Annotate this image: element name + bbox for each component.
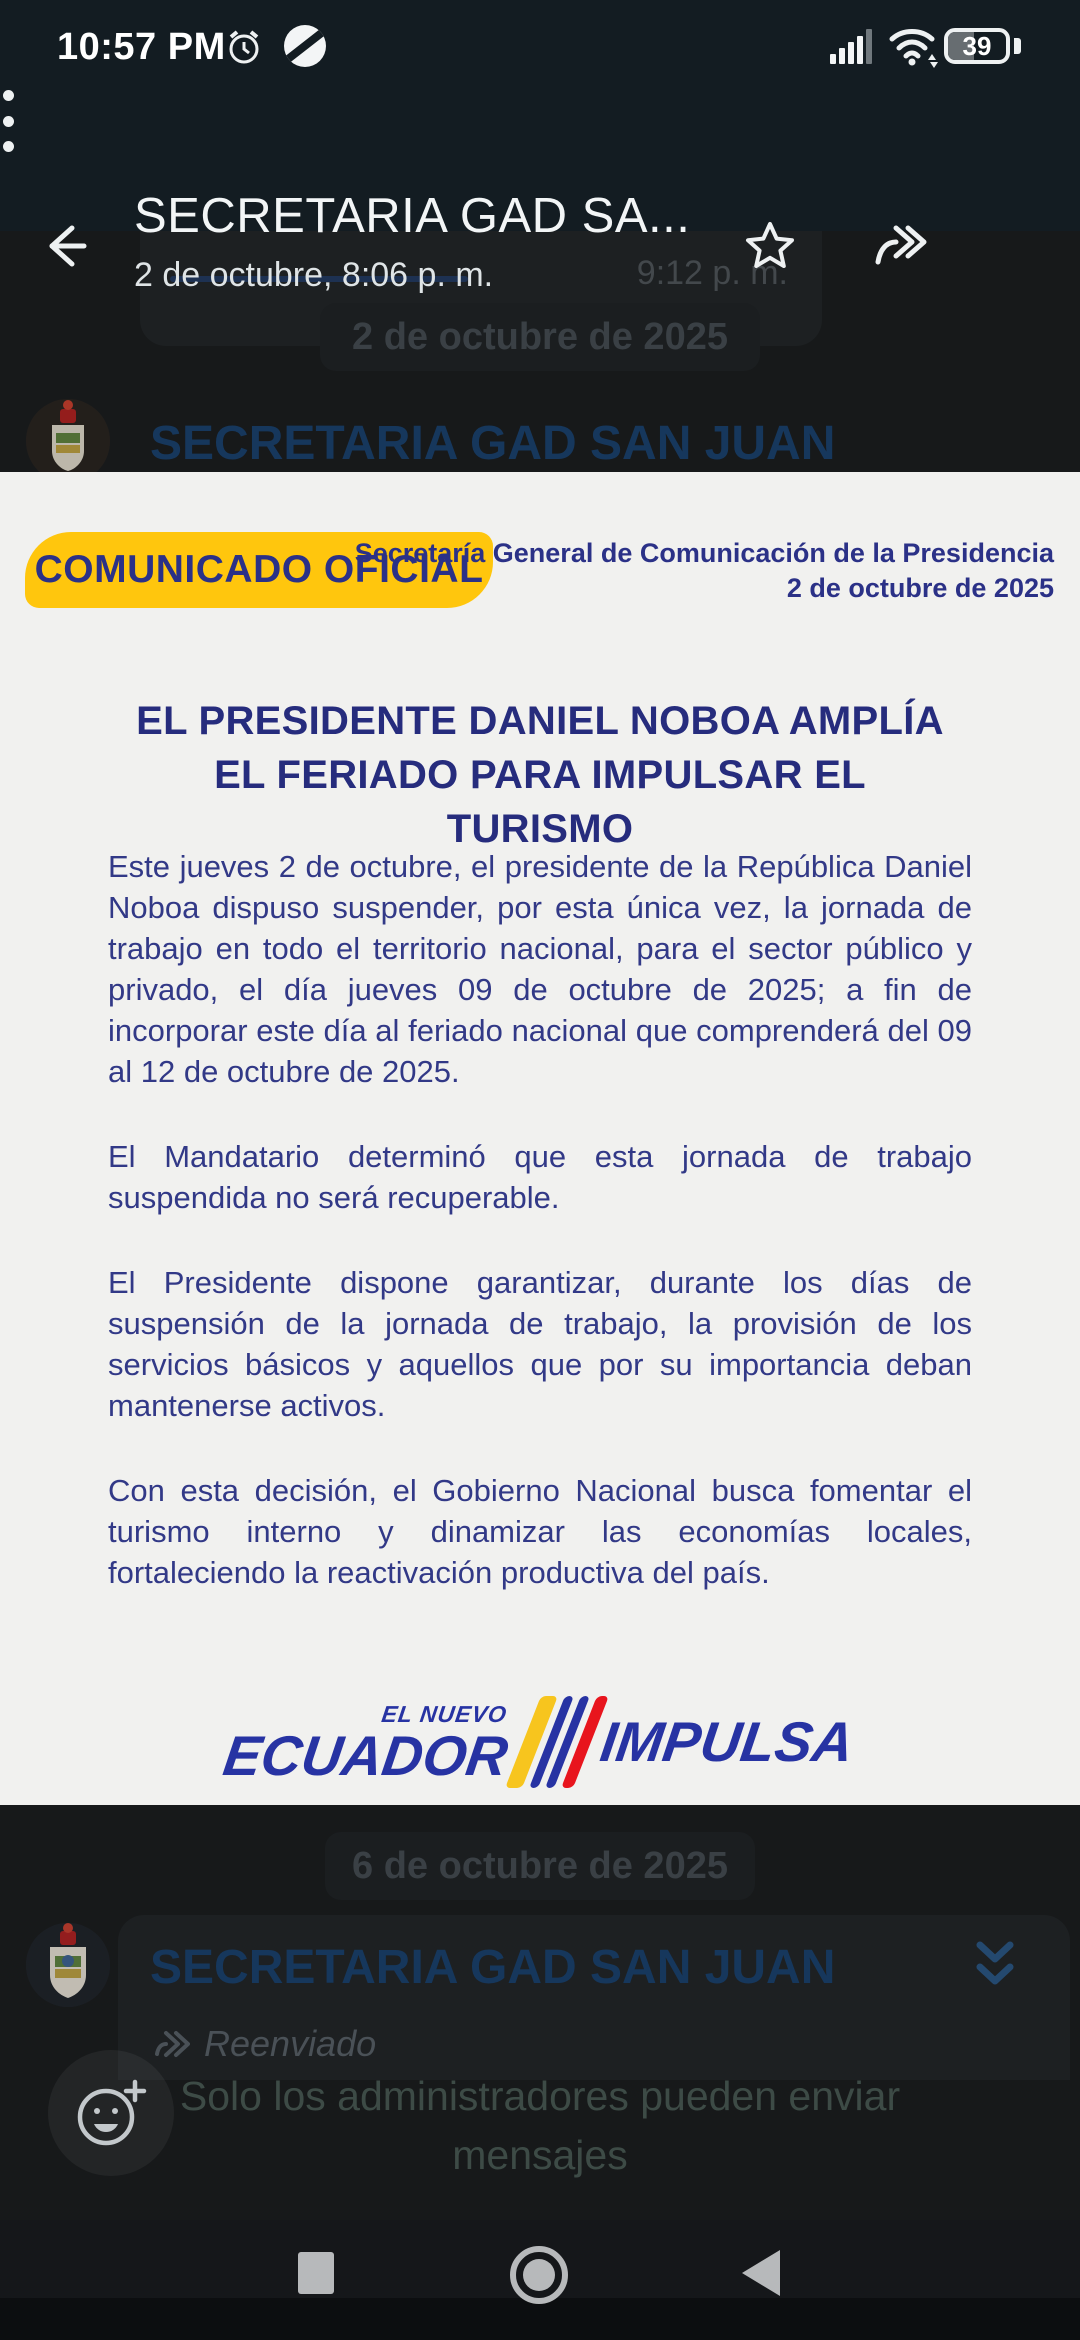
sender-name[interactable]: SECRETARIA GAD SAN JUAN [150, 417, 836, 470]
flag-stripes-icon [506, 1696, 610, 1788]
banner-ribbon: COMUNICADO OFICIAL [25, 532, 493, 608]
alarm-icon [224, 27, 264, 67]
recents-button[interactable] [298, 2252, 334, 2294]
message-date-subtitle: 2 de octubre, 8:06 p. m. [134, 256, 494, 294]
forwarded-label: Reenviado [204, 2023, 377, 2064]
date-chip: 2 de octubre de 2025 [320, 303, 760, 371]
message-bubble[interactable] [118, 1915, 1070, 2080]
chevron-double-down-icon[interactable] [972, 1937, 1018, 1995]
banner-row [0, 532, 1080, 608]
status-bar [0, 0, 1080, 90]
date-chip: 6 de octubre de 2025 [325, 1832, 755, 1900]
paragraph: Este jueves 2 de octubre, el presidente de la República Daniel Noboa dispuso suspender, por esta única vez, la jornada de trabajo en todo el territorio nacional, para el sector público y privado, el día jueves 09 de octubre de 2025; a fin de incorporar este día al feriado nacional que comprenderá del 09 al 12 de octubre de 2025. [108, 849, 972, 1089]
logo-word-impulsa: IMPULSA [597, 1710, 859, 1773]
source-date: 2 de octubre de 2025 [786, 573, 1054, 603]
avatar[interactable] [26, 399, 110, 472]
back-nav-button[interactable] [742, 2250, 780, 2296]
paragraph: El Presidente dispone garantizar, durante los días de suspensión de la jornada de trabajo, la provisión de los servicios básicos y aquellos que por su importancia deban mantenerse activos. [108, 1265, 972, 1423]
battery-nub [1014, 38, 1021, 54]
gesture-inset-strip [0, 2298, 1080, 2340]
back-button[interactable] [38, 218, 94, 274]
home-button[interactable] [510, 2246, 568, 2304]
battery-percent: 39 [962, 30, 992, 61]
statement-title: EL PRESIDENTE DANIEL NOBOA AMPLÍA EL FERIADO PARA IMPULSAR EL TURISMO [136, 699, 944, 851]
chat-title: SECRETARIA GAD SA... [134, 189, 691, 243]
battery-icon [944, 28, 1010, 64]
ecuador-impulsa-logo [0, 1687, 1080, 1797]
paragraph: El Mandatario determinó que esta jornada de trabajo suspendida no será recuperable. [108, 1139, 972, 1215]
signal-strength-icon [830, 28, 880, 64]
admins-only-notice: Solo los administradores pueden enviar mensajes [179, 2073, 901, 2178]
forward-button[interactable] [872, 218, 928, 274]
forwarded-row [154, 2023, 376, 2065]
overflow-menu-button[interactable] [0, 90, 16, 152]
source-block [355, 536, 1054, 606]
paragraph: Con esta decisión, el Gobierno Nacional busca fomentar el turismo interno y dinamizar las economías locales, fortaleciendo la reactivación productiva del país. [108, 1473, 972, 1590]
android-navigation-bar [0, 2220, 1080, 2340]
chat-background-bottom [0, 1805, 1080, 2220]
header-titles[interactable] [134, 188, 694, 295]
statement-body [108, 846, 972, 1637]
add-reaction-button[interactable] [48, 2050, 174, 2176]
forwarded-icon [154, 2027, 190, 2061]
logo-word-ecuador: ECUADOR [220, 1723, 513, 1787]
star-button[interactable] [742, 218, 798, 274]
sender-name[interactable]: SECRETARIA GAD SAN JUAN [150, 1941, 836, 1994]
wifi-icon [888, 26, 942, 68]
avatar[interactable] [26, 1923, 110, 2007]
message-timestamp: 9:12 p. m. [636, 254, 788, 292]
data-saver-icon [284, 25, 326, 67]
source-org: Secretaría General de Comunicación de la Presidencia [354, 538, 1054, 568]
emoji-plus-icon [72, 2076, 150, 2150]
clock-time: 10:57 PM [57, 26, 226, 68]
official-statement-image[interactable] [0, 472, 1080, 1805]
logo-tagline: EL NUEVO [380, 1700, 510, 1727]
